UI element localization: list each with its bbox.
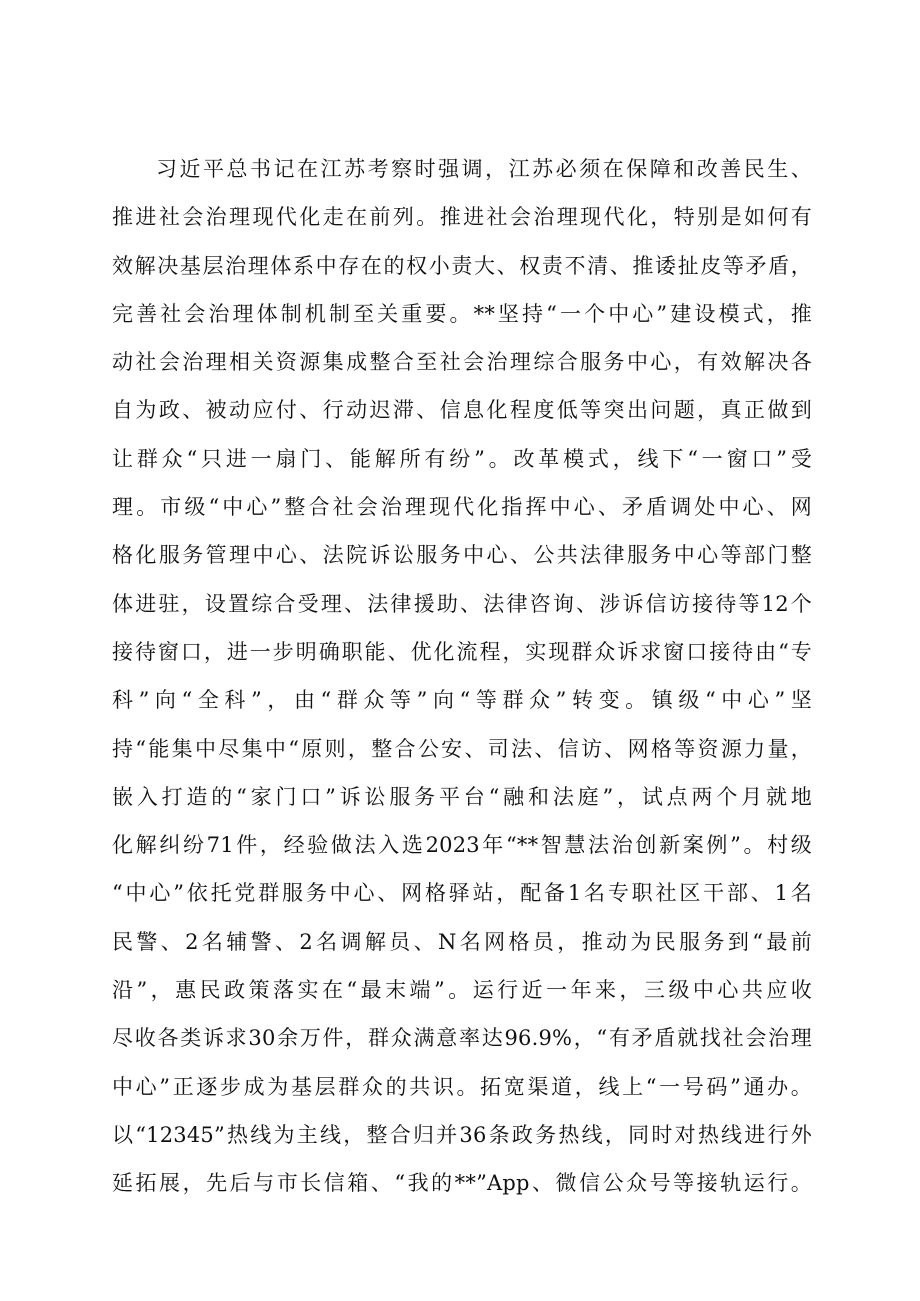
paragraph-line: 沿”，惠民政策落实在“最末端”。运行近一年来，三级中心共应收 [112, 978, 812, 1003]
paragraph-line: 科”向“全科”，由“群众等”向“等群众”转变。镇级“中心”坚 [112, 688, 812, 713]
paragraph-line: 动社会治理相关资源集成整合至社会治理综合服务中心，有效解决各 [112, 350, 812, 375]
paragraph-line: 持“能集中尽集中“原则，整合公安、司法、信访、网格等资源力量， [112, 736, 812, 761]
paragraph-line: 让群众“只进一扇门、能解所有纷”。改革模式，线下“一窗口”受 [112, 446, 812, 471]
paragraph-line: 嵌入打造的“家门口”诉讼服务平台“融和法庭”，试点两个月就地 [112, 784, 812, 809]
paragraph-line: 民警、2名辅警、2名调解员、N名网格员，推动为民服务到“最前 [112, 929, 812, 954]
paragraph-line: 中心”正逐步成为基层群众的共识。拓宽渠道，线上“一号码”通办。 [112, 1074, 812, 1099]
paragraph-line: 延拓展，先后与市长信箱、“我的**”App、微信公众号等接轨运行。 [112, 1171, 812, 1196]
paragraph-line: 化解纠纷71件，经验做法入选2023年“**智慧法治创新案例”。村级 [112, 833, 812, 858]
body-paragraph [112, 145, 812, 1208]
paragraph-line: 效解决基层治理体系中存在的权小责大、权责不清、推诿扯皮等矛盾， [112, 253, 812, 278]
paragraph-line: 体进驻，设置综合受理、法律援助、法律咨询、涉诉信访接待等12个 [112, 591, 812, 616]
paragraph-line: 尽收各类诉求30余万件，群众满意率达96.9%，“有矛盾就找社会治理 [112, 1026, 812, 1051]
paragraph-line: 接待窗口，进一步明确职能、优化流程，实现群众诉求窗口接待由“专 [112, 639, 812, 664]
paragraph-line: 完善社会治理体制机制至关重要。**坚持“一个中心”建设模式，推 [112, 301, 812, 326]
paragraph-line: “中心”依托党群服务中心、网格驿站，配备1名专职社区干部、1名 [112, 881, 812, 906]
paragraph-line: 自为政、被动应付、行动迟滞、信息化程度低等突出问题，真正做到 [112, 398, 812, 423]
paragraph-line: 推进社会治理现代化走在前列。推进社会治理现代化，特别是如何有 [112, 205, 812, 230]
paragraph-line: 以“12345”热线为主线，整合归并36条政务热线，同时对热线进行外 [112, 1122, 812, 1147]
paragraph-line: 格化服务管理中心、法院诉讼服务中心、公共法律服务中心等部门整 [112, 543, 812, 568]
paragraph-line: 理。市级“中心”整合社会治理现代化指挥中心、矛盾调处中心、网 [112, 495, 812, 520]
paragraph-line: 习近平总书记在江苏考察时强调，江苏必须在保障和改善民生、 [156, 157, 812, 181]
